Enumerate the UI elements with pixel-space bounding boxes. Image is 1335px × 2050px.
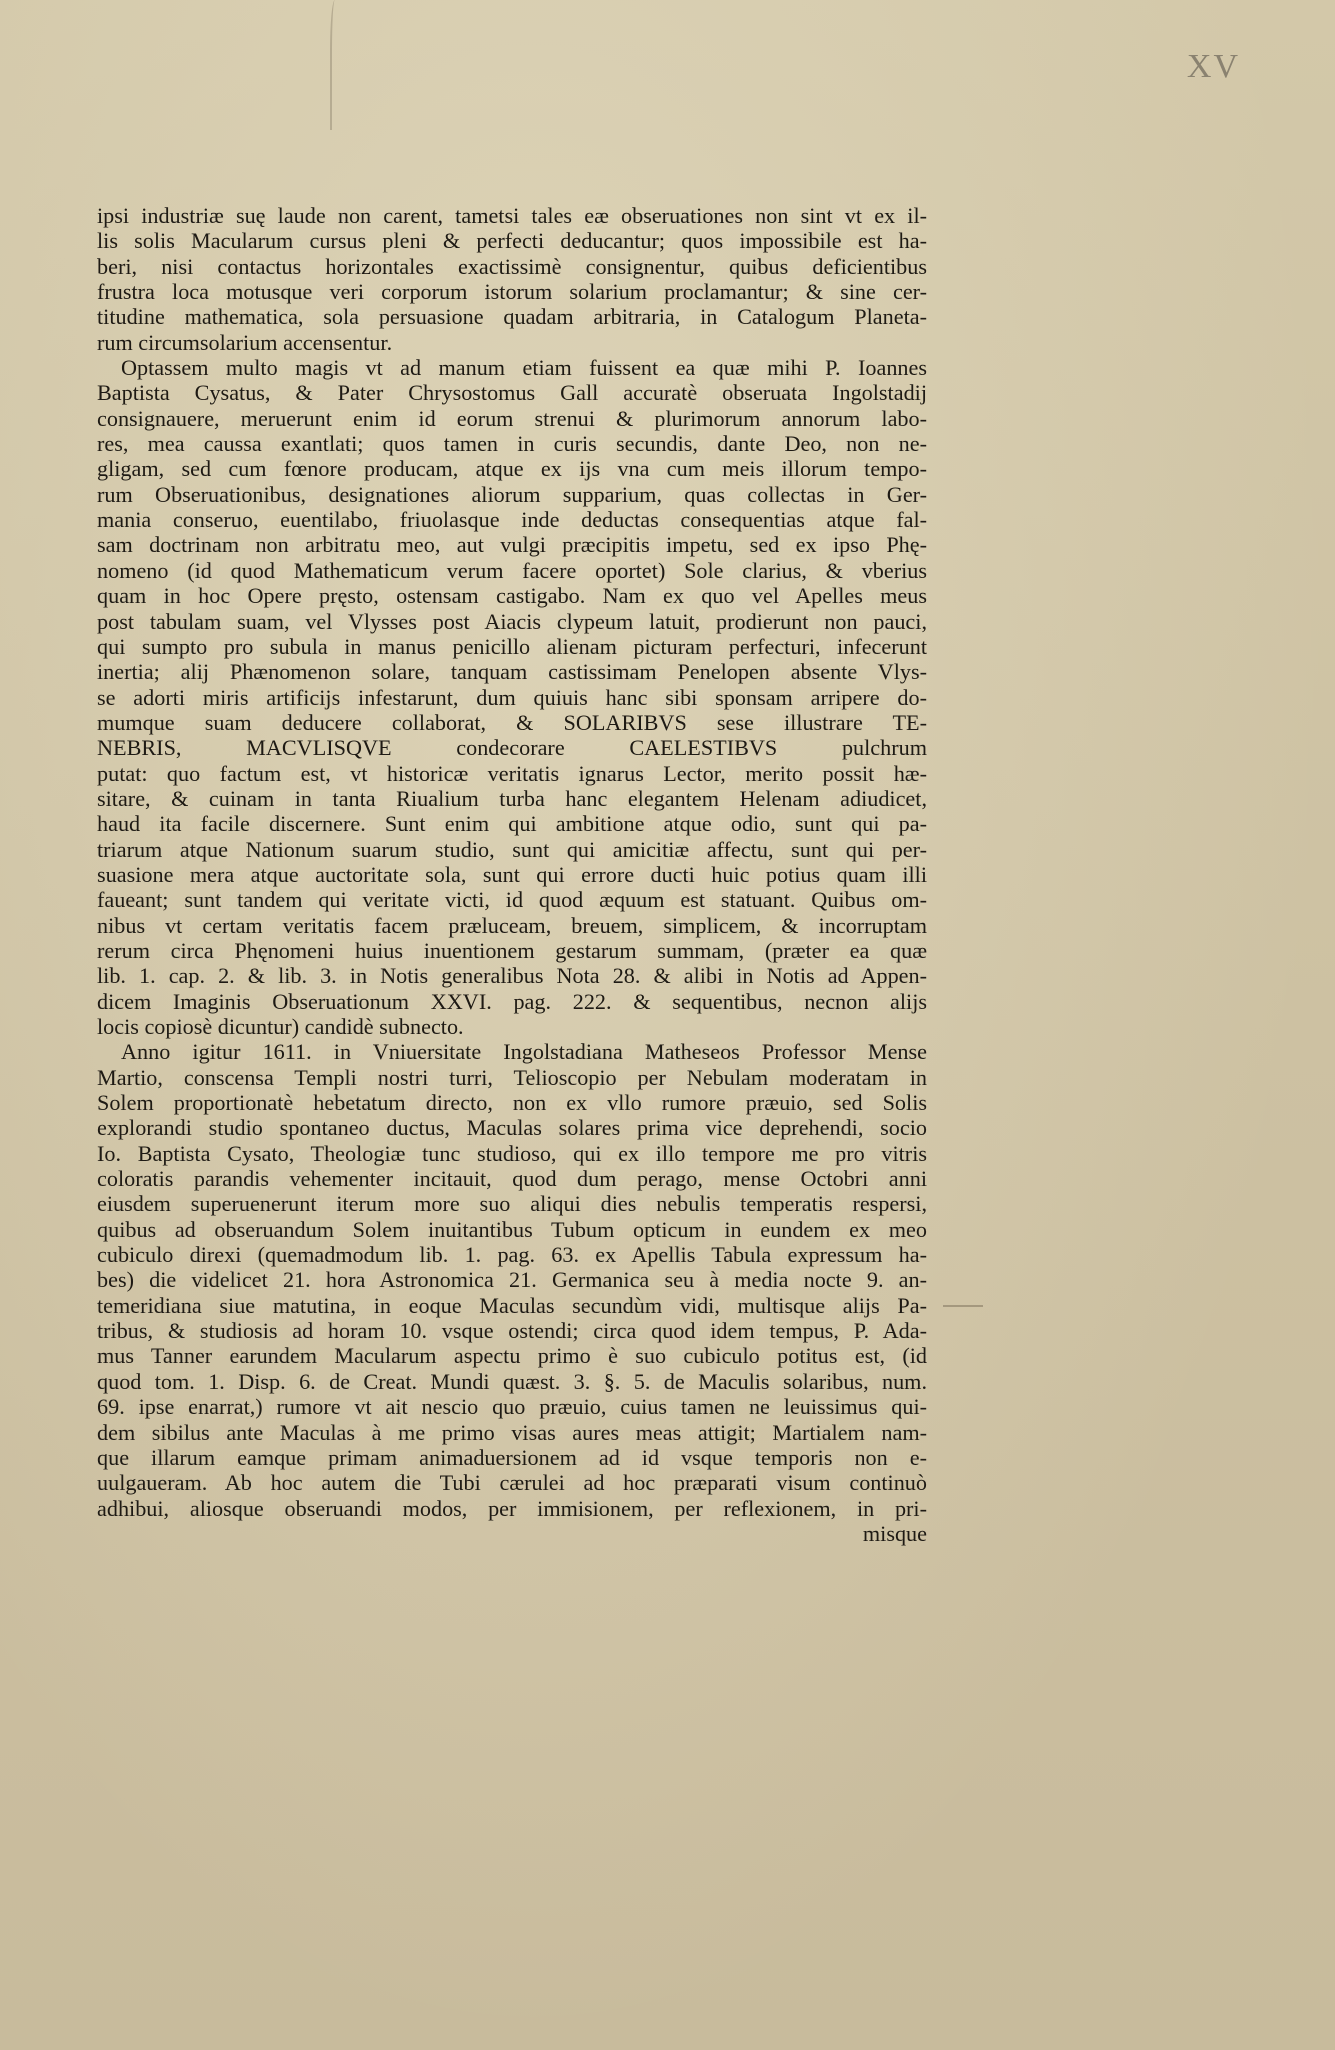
text-line: adhibui, aliosque obseruandi modos, per immisionem, per reflexionem, in pri-	[97, 1495, 927, 1521]
text-line: Solem proportionatè hebetatum directo, non ex vllo rumore præuio, sed Solis	[97, 1090, 927, 1116]
text-line: uulgaueram. Ab hoc autem die Tubi cærulei ad hoc præparati visum continuò	[97, 1470, 927, 1496]
text-line: Baptista Cysatus, & Pater Chrysostomus Gall accuratè obseruata Ingolstadij	[97, 380, 927, 406]
text-line: Anno igitur 1611. in Vniuersitate Ingolstadiana Matheseos Professor Mense	[121, 1039, 927, 1065]
folio-number: XV	[1186, 48, 1240, 85]
text-line: sitare, & cuinam in tanta Riualium turba hanc elegantem Helenam adiudicet,	[97, 785, 927, 811]
text-line: rerum circa Phęnomeni huius inuentionem gestarum summam, (præter ea quæ	[97, 937, 927, 963]
text-line: Optassem multo magis vt ad manum etiam fuissent ea quæ mihi P. Ioannes	[121, 355, 927, 381]
text-line: res, mea caussa exantlati; quos tamen in curis secundis, dante Deo, non ne-	[97, 431, 927, 457]
text-line: lib. 1. cap. 2. & lib. 3. in Notis generalibus Nota 28. & alibi in Notis ad Appen-	[97, 963, 927, 989]
text-line: coloratis parandis vehementer incitauit, quod dum perago, mense Octobri anni	[97, 1166, 927, 1192]
text-line: ipsi industriæ suę laude non carent, tametsi tales eæ obseruationes non sint vt ex il-	[97, 203, 927, 228]
text-line: Io. Baptista Cysato, Theologiæ tunc studioso, qui ex illo tempore me pro vitris	[97, 1140, 927, 1166]
text-line: cubiculo direxi (quemadmodum lib. 1. pag. 63. ex Apellis Tabula expressum ha-	[97, 1242, 927, 1268]
paper-crease	[330, 0, 342, 130]
text-line: se adorti miris artificijs infestarunt, dum quiuis hanc sibi sponsam arripere do-	[97, 684, 927, 710]
text-line: consignauere, meruerunt enim id eorum strenui & plurimorum annorum labo-	[97, 405, 927, 431]
text-line: mania conseruo, euentilabo, friuolasque inde deductas consequentias atque fal-	[97, 507, 927, 533]
text-line: quam in hoc Opere pręsto, ostensam castigabo. Nam ex quo vel Apelles meus	[97, 583, 927, 609]
text-line: bes) die videlicet 21. hora Astronomica 21. Germanica seu à media nocte 9. an-	[97, 1267, 927, 1293]
text-line: gligam, sed cum fœnore producam, atque ex ijs vna cum meis illorum tempo-	[97, 456, 927, 482]
text-line: faueant; sunt tandem qui veritate victi, id quod æquum est statuant. Quibus om-	[97, 887, 927, 913]
text-line: sam doctrinam non arbitratu meo, aut vulgi præcipitis impetu, sed ex ipso Phę-	[97, 532, 927, 558]
body-text	[97, 203, 927, 1546]
text-line: NEBRIS, MACVLISQVE condecorare CAELESTIBVS pulchrum	[97, 735, 927, 761]
text-line: eiusdem superuenerunt iterum more suo aliqui dies nebulis temperatis respersi,	[97, 1191, 927, 1217]
text-line: misque	[862, 1520, 927, 1546]
text-line: putat: quo factum est, vt historicæ veritatis ignarus Lector, merito possit hæ-	[97, 760, 927, 786]
text-line: quibus ad obseruandum Solem inuitantibus Tubum opticum in eundem ex meo	[97, 1216, 927, 1242]
text-line: rum circumsolarium accensentur.	[97, 329, 393, 355]
text-line: 69. ipse enarrat,) rumore vt ait nescio quo præuio, cuius tamen ne leuissimus qui-	[97, 1394, 927, 1420]
text-line: locis copiosè dicuntur) candidè subnecto.	[97, 1014, 464, 1039]
text-line: temeridiana siue matutina, in eoque Maculas secundùm vidi, multisque alijs Pa-	[97, 1292, 927, 1318]
text-line: explorandi studio spontaneo ductus, Maculas solares prima vice deprehendi, socio	[97, 1115, 927, 1141]
text-line: triarum atque Nationum suarum studio, sunt qui amicitiæ affectu, sunt qui per-	[97, 836, 927, 862]
text-line: Martio, conscensa Templi nostri turri, Telioscopio per Nebulam moderatam in	[97, 1064, 927, 1090]
text-line: mumque suam deducere collaborat, & SOLARIBVS sese illustrare TE-	[97, 709, 927, 735]
text-line: inertia; alij Phænomenon solare, tanquam castissimam Penelopen absente Vlys-	[97, 659, 927, 685]
text-line: dem sibilus ante Maculas à me primo visas aures meas attigit; Martialem nam-	[97, 1419, 927, 1445]
text-line: que illarum eamque primam animaduersionem ad id vsque temporis non e-	[97, 1444, 927, 1470]
text-line: qui sumpto pro subula in manus penicillo alienam picturam perfecturi, infecerunt	[97, 633, 927, 659]
text-line: quod tom. 1. Disp. 6. de Creat. Mundi quæst. 3. §. 5. de Maculis solaribus, num.	[97, 1368, 927, 1394]
text-line: haud ita facile discernere. Sunt enim qui ambitione atque odio, sunt qui pa-	[97, 811, 927, 837]
text-line: lis solis Macularum cursus pleni & perfecti deducantur; quos impossibile est ha-	[97, 228, 927, 254]
text-line: suasione mera atque auctoritate sola, sunt qui errore ducti huic potius quam illi	[97, 861, 927, 887]
margin-mark	[943, 1305, 983, 1307]
text-line: beri, nisi contactus horizontales exactissimè consignentur, quibus deficientibus	[97, 253, 927, 279]
text-line: post tabulam suam, vel Vlysses post Aiacis clypeum latuit, prodierunt non pauci,	[97, 608, 927, 634]
text-line: titudine mathematica, sola persuasione quadam arbitraria, in Catalogum Planeta-	[97, 304, 927, 330]
text-line: dicem Imaginis Obseruationum XXVI. pag. 222. & sequentibus, necnon alijs	[97, 988, 927, 1014]
text-line: nibus vt certam veritatis facem prælucеam, breuem, simplicem, & incorruptam	[97, 912, 927, 938]
text-line: nomeno (id quod Mathematicum verum facere oportet) Sole clarius, & vberius	[97, 557, 927, 583]
text-line: tribus, & studiosis ad horam 10. vsque ostendi; circa quod idem tempus, P. Ada-	[97, 1318, 927, 1344]
text-line: rum Obseruationibus, designationes aliorum supparium, quas collectas in Ger-	[97, 481, 927, 507]
text-line: frustra loca motusque veri corporum istorum solarium proclamantur; & sine cer-	[97, 279, 927, 305]
text-line: mus Tanner earundem Macularum aspectu primo è suo cubiculo potitus est, (id	[97, 1343, 927, 1369]
